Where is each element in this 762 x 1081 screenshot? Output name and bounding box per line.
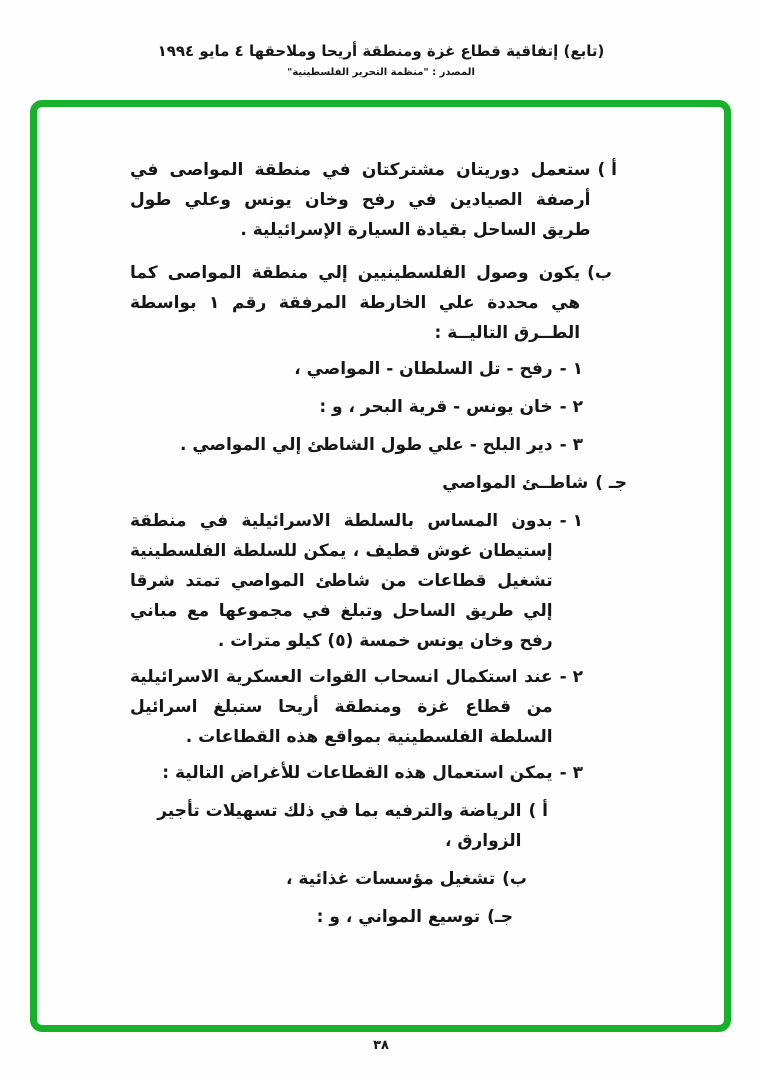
list-marker: ١ - <box>559 511 583 531</box>
list-text: تشغيل مؤسسات غذائية ، <box>285 869 496 889</box>
list-text: توسيع المواني ، و : <box>316 907 481 927</box>
route-item-2 <box>130 392 583 422</box>
clause-c <box>130 468 627 498</box>
numbered-para-2 <box>130 662 583 752</box>
numbered-para-1 <box>130 506 583 656</box>
list-marker: أ ) <box>528 801 548 821</box>
clause-a <box>130 155 617 245</box>
list-marker: ٣ - <box>559 763 583 783</box>
list-marker: ٢ - <box>559 397 583 417</box>
clause-b <box>130 258 612 348</box>
clause-marker: أ ) <box>597 160 617 180</box>
document-body <box>130 155 627 938</box>
clause-marker: جـ ) <box>595 473 627 493</box>
list-text: الرياضة والترفيه بما في ذلك تسهيلات تأجير الزوارق ، <box>157 801 522 851</box>
sub-item-b <box>130 864 527 894</box>
clause-marker: ب) <box>587 263 612 283</box>
list-text: عند استكمال انسحاب القوات العسكرية الاسرائيلية من قطاع غزة ومنطقة أريحا ستبلغ اسرائيل السلطة الفلسطينية بمواقع هذه القطاعات . <box>130 667 553 747</box>
clause-text: شاطــئ المواصي <box>442 473 589 493</box>
sub-item-a <box>130 796 548 856</box>
list-text: دير البلح - علي طول الشاطئ إلي المواصي . <box>179 435 553 455</box>
page-footer <box>0 1038 762 1053</box>
list-marker: ٣ - <box>559 435 583 455</box>
list-marker: ١ - <box>559 359 583 379</box>
list-text: رفح - تل السلطان - المواصي ، <box>294 359 553 379</box>
list-text: بدون المساس بالسلطة الاسرائيلية في منطقة إستيطان غوش قطيف ، يمكن للسلطة الفلسطينية تشغيل قطاعات من شاطئ المواصي تمتد شرقا إلي طريق الساحل وتبلغ في مجموعها مع مباني رفح وخان يونس خمسة (٥) كيلو مترات . <box>130 511 553 651</box>
sub-item-c <box>130 902 513 932</box>
list-text: يمكن استعمال هذه القطاعات للأغراض التالية : <box>162 763 553 783</box>
clause-text: يكون وصول الفلسطينيين إلي منطقة المواصى كما هي محددة علي الخارطة المرفقة رقم ١ بواسطة الطــرق التاليــة : <box>130 263 581 343</box>
numbered-para-3 <box>130 758 583 788</box>
document-source-line: المصدر : "منظمة التحرير الفلسطينية" <box>287 67 475 78</box>
page-header <box>0 42 762 78</box>
list-text: خان يونس - قرية البحر ، و : <box>319 397 553 417</box>
list-marker: جـ) <box>487 907 513 927</box>
clause-text: ستعمل دوريتان مشتركتان في منطقة المواصى في أرصفة الصيادين في رفح وخان يونس وعلي طول طريق الساحل بقيادة السيارة الإسرائيلية . <box>130 160 591 240</box>
route-item-1 <box>130 354 583 384</box>
page-number: ٣٨ <box>373 1038 389 1053</box>
list-marker: ٢ - <box>559 667 583 687</box>
list-marker: ب) <box>502 869 527 889</box>
route-item-3 <box>130 430 583 460</box>
document-title: (تابع) إتفاقية قطاع غزة ومنطقة أريحا وملاحقها ٤ مايو ١٩٩٤ <box>157 42 605 60</box>
